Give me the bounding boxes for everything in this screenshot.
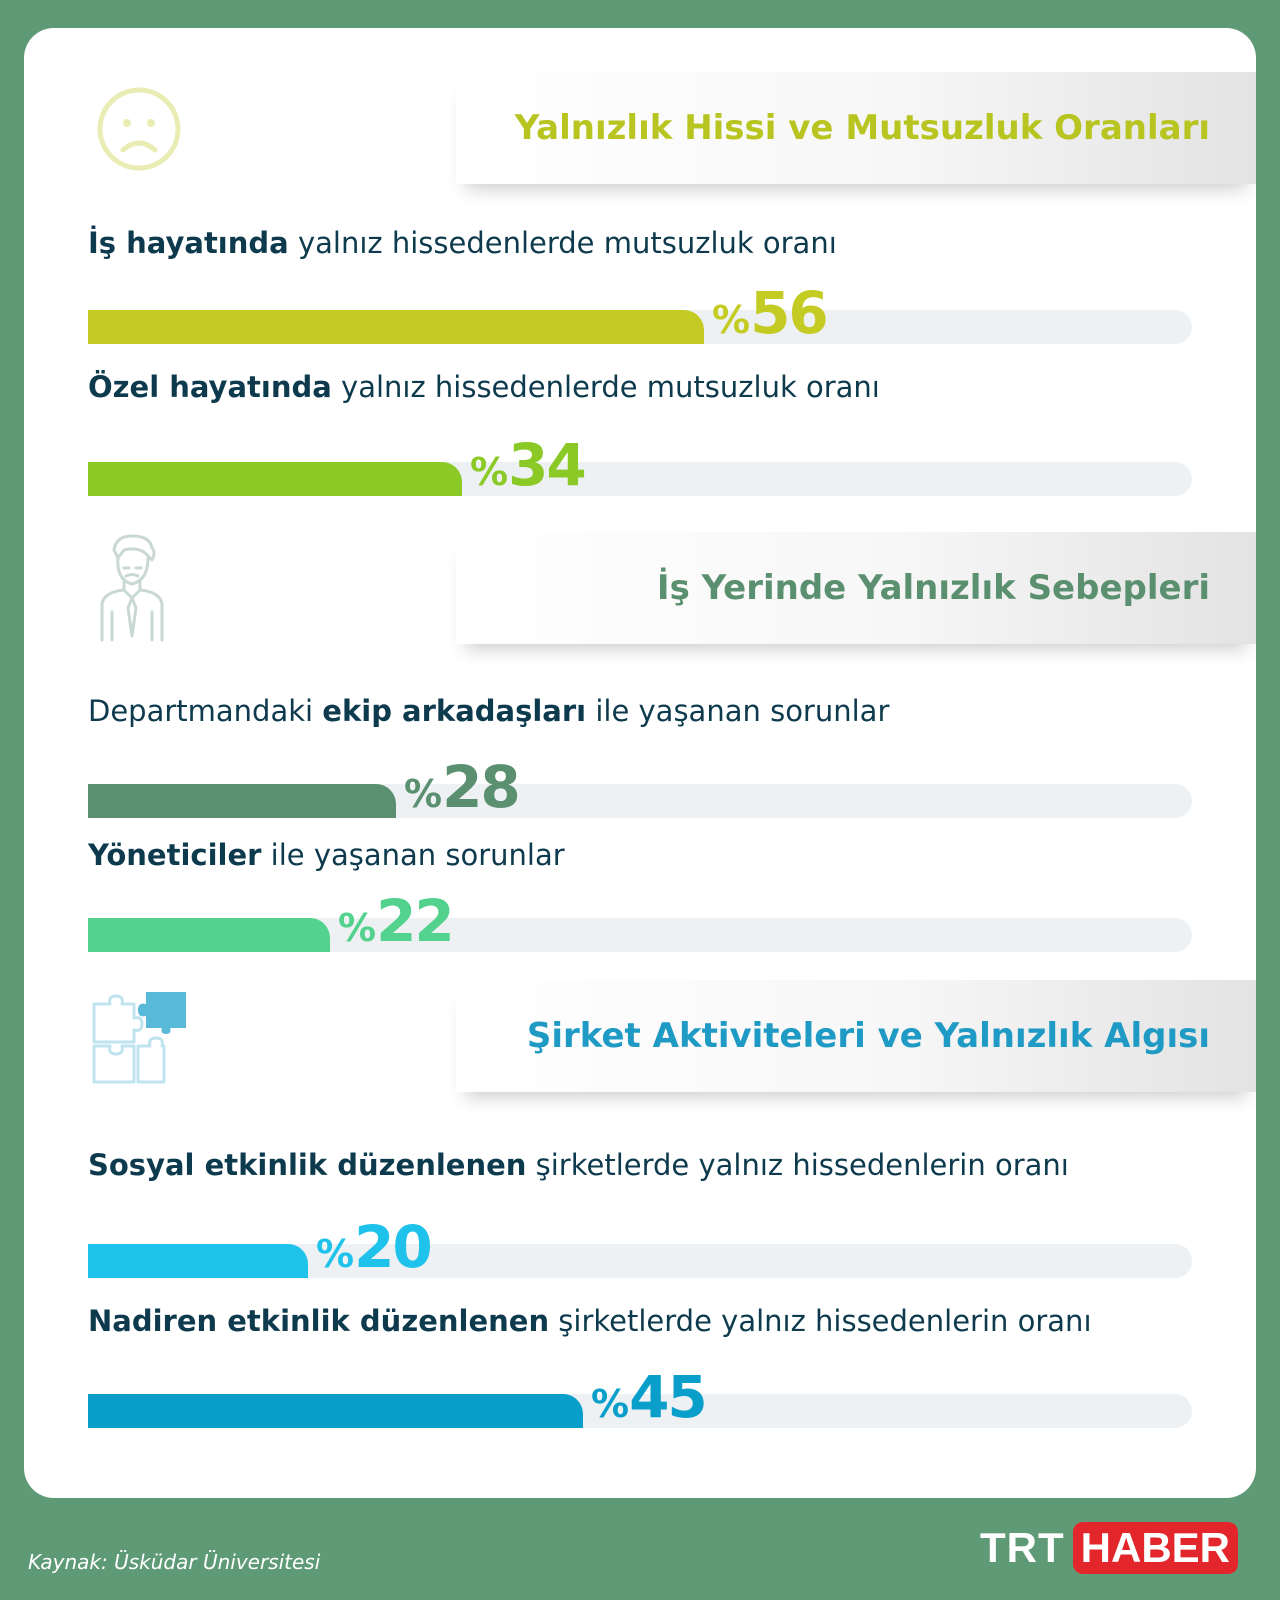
percent-symbol: % xyxy=(470,450,509,494)
bar-value-1 xyxy=(712,279,827,351)
percent-symbol: % xyxy=(338,906,377,950)
percent-symbol: % xyxy=(712,298,751,342)
row-label-2-rest: yalnız hissedenlerde mutsuzluk oranı xyxy=(331,370,880,404)
bar-fill-4 xyxy=(88,918,330,952)
percent-number: 20 xyxy=(354,1213,431,1281)
source-caption: Kaynak: Üsküdar Üniversitesi xyxy=(28,1550,321,1574)
row-label-5-bold: Sosyal etkinlik düzenlenen xyxy=(88,1148,527,1182)
row-label-2 xyxy=(88,370,880,404)
percent-number: 56 xyxy=(750,279,827,347)
bar-value-3 xyxy=(404,753,519,825)
section-banner-1 xyxy=(456,72,1256,184)
row-label-1-rest: yalnız hissedenlerde mutsuzluk oranı xyxy=(288,226,837,260)
percent-number: 28 xyxy=(442,753,519,821)
row-label-4-bold: Yöneticiler xyxy=(88,838,262,872)
section-banner-2 xyxy=(456,532,1256,644)
bar-fill-3 xyxy=(88,784,396,818)
bar-track-6 xyxy=(88,1363,1192,1431)
sad-face-icon xyxy=(96,86,182,176)
puzzle-icon xyxy=(90,990,190,1090)
section-title-3: Şirket Aktiviteleri ve Yalnızlık Algısı xyxy=(526,1016,1210,1056)
bar-track-4 xyxy=(88,887,1192,955)
percent-number: 34 xyxy=(508,431,585,499)
row-label-5 xyxy=(88,1148,1069,1182)
bar-fill-5 xyxy=(88,1244,308,1278)
row-label-3-pre: Departmandaki xyxy=(88,694,323,728)
percent-symbol: % xyxy=(316,1232,355,1276)
row-label-6-bold: Nadiren etkinlik düzenlenen xyxy=(88,1304,550,1338)
percent-number: 45 xyxy=(629,1363,706,1431)
row-label-2-bold: Özel hayatında xyxy=(88,370,332,404)
logo-haber: HABER xyxy=(1073,1522,1238,1574)
bar-value-4 xyxy=(338,887,453,959)
bar-fill-2 xyxy=(88,462,462,496)
row-label-3-bold: ekip arkadaşları xyxy=(322,694,587,728)
section-title-1: Yalnızlık Hissi ve Mutsuzluk Oranları xyxy=(514,108,1210,148)
bar-value-2 xyxy=(470,431,585,503)
row-label-4 xyxy=(88,838,565,872)
row-label-1 xyxy=(88,226,837,260)
section-title-2: İş Yerinde Yalnızlık Sebepleri xyxy=(656,568,1210,608)
infographic-card xyxy=(24,28,1256,1498)
section-banner-3 xyxy=(456,980,1256,1092)
logo-trt: TRT xyxy=(980,1524,1065,1571)
row-label-4-rest: ile yaşanan sorunlar xyxy=(261,838,565,872)
percent-symbol: % xyxy=(404,772,443,816)
bar-track-3 xyxy=(88,753,1192,821)
row-label-3-rest: ile yaşanan sorunlar xyxy=(586,694,890,728)
bar-value-5 xyxy=(316,1213,431,1285)
trt-haber-logo xyxy=(980,1524,1238,1572)
row-label-6 xyxy=(88,1304,1092,1338)
bar-fill-1 xyxy=(88,310,704,344)
row-label-1-bold: İş hayatında xyxy=(88,226,289,260)
bar-value-6 xyxy=(591,1363,706,1435)
row-label-3 xyxy=(88,694,889,728)
bar-track-1 xyxy=(88,279,1192,347)
bar-track-2 xyxy=(88,431,1192,499)
bar-fill-6 xyxy=(88,1394,583,1428)
row-label-6-rest: şirketlerde yalnız hissedenlerin oranı xyxy=(549,1304,1092,1338)
row-label-5-rest: şirketlerde yalnız hissedenlerin oranı xyxy=(526,1148,1069,1182)
bar-track-5 xyxy=(88,1213,1192,1281)
tired-worker-icon xyxy=(94,532,170,648)
percent-symbol: % xyxy=(591,1382,630,1426)
percent-number: 22 xyxy=(376,887,453,955)
